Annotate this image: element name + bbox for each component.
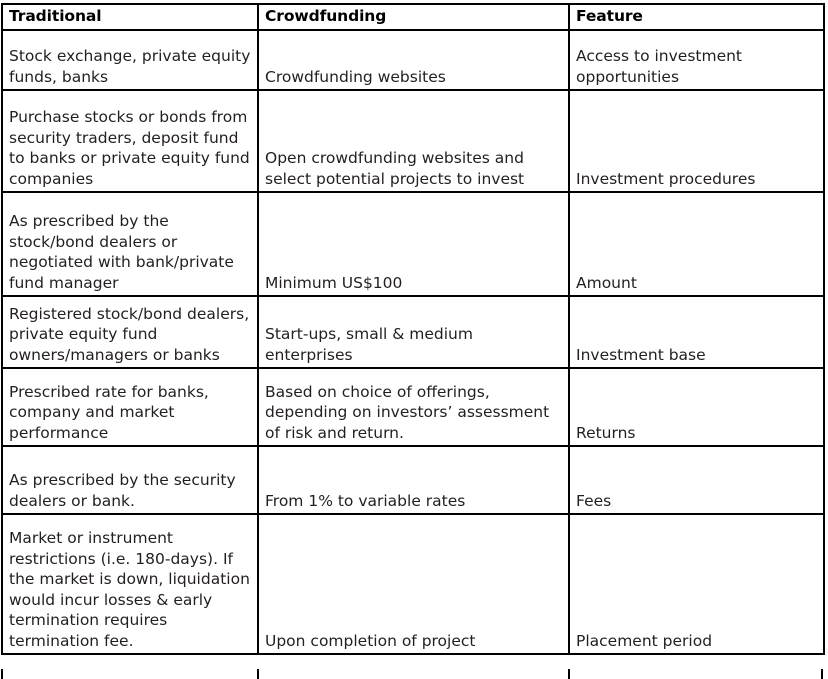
clipped-next-row	[1, 669, 823, 679]
page-root	[0, 3, 828, 679]
cell-feature: Amount	[569, 192, 824, 296]
table-row	[2, 368, 824, 446]
table-row	[2, 446, 824, 514]
cell-crowdfunding: Minimum US$100	[258, 192, 569, 296]
table-header	[2, 4, 824, 30]
clipped-cell-feature	[568, 669, 823, 679]
table-body	[2, 30, 824, 654]
cell-feature: Investment procedures	[569, 90, 824, 192]
table-row	[2, 514, 824, 654]
table-row	[2, 90, 824, 192]
cell-crowdfunding: Upon completion of project	[258, 514, 569, 654]
column-header-feature: Feature	[569, 4, 824, 30]
cell-crowdfunding: Open crowdfunding websites and select potential projects to invest	[258, 90, 569, 192]
column-header-crowdfunding: Crowdfunding	[258, 4, 569, 30]
cell-traditional: As prescribed by the stock/bond dealers or negotiated with bank/private fund manager	[2, 192, 258, 296]
clipped-cell-right-edge	[821, 669, 823, 679]
cell-traditional: As prescribed by the security dealers or bank.	[2, 446, 258, 514]
column-header-traditional: Traditional	[2, 4, 258, 30]
table-row	[2, 30, 824, 90]
clipped-cell-traditional	[1, 669, 257, 679]
cell-traditional: Stock exchange, private equity funds, banks	[2, 30, 258, 90]
cell-feature: Fees	[569, 446, 824, 514]
cell-traditional: Prescribed rate for banks, company and market performance	[2, 368, 258, 446]
cell-feature: Returns	[569, 368, 824, 446]
table-header-row	[2, 4, 824, 30]
cell-crowdfunding: Start-ups, small & medium enterprises	[258, 296, 569, 368]
table-row	[2, 192, 824, 296]
cell-traditional: Purchase stocks or bonds from security traders, deposit fund to banks or private equity fund companies	[2, 90, 258, 192]
cell-feature: Access to investment opportunities	[569, 30, 824, 90]
cell-feature: Placement period	[569, 514, 824, 654]
cell-crowdfunding: Crowdfunding websites	[258, 30, 569, 90]
comparison-table	[1, 3, 825, 655]
cell-crowdfunding: Based on choice of offerings, depending on investors’ assessment of risk and return.	[258, 368, 569, 446]
cell-traditional: Market or instrument restrictions (i.e. 180-days). If the market is down, liquidation would incur losses & early termination requires termination fee.	[2, 514, 258, 654]
cell-crowdfunding: From 1% to variable rates	[258, 446, 569, 514]
table-row	[2, 296, 824, 368]
cell-feature: Investment base	[569, 296, 824, 368]
clipped-cell-crowdfunding	[257, 669, 568, 679]
cell-traditional: Registered stock/bond dealers, private equity fund owners/managers or banks	[2, 296, 258, 368]
